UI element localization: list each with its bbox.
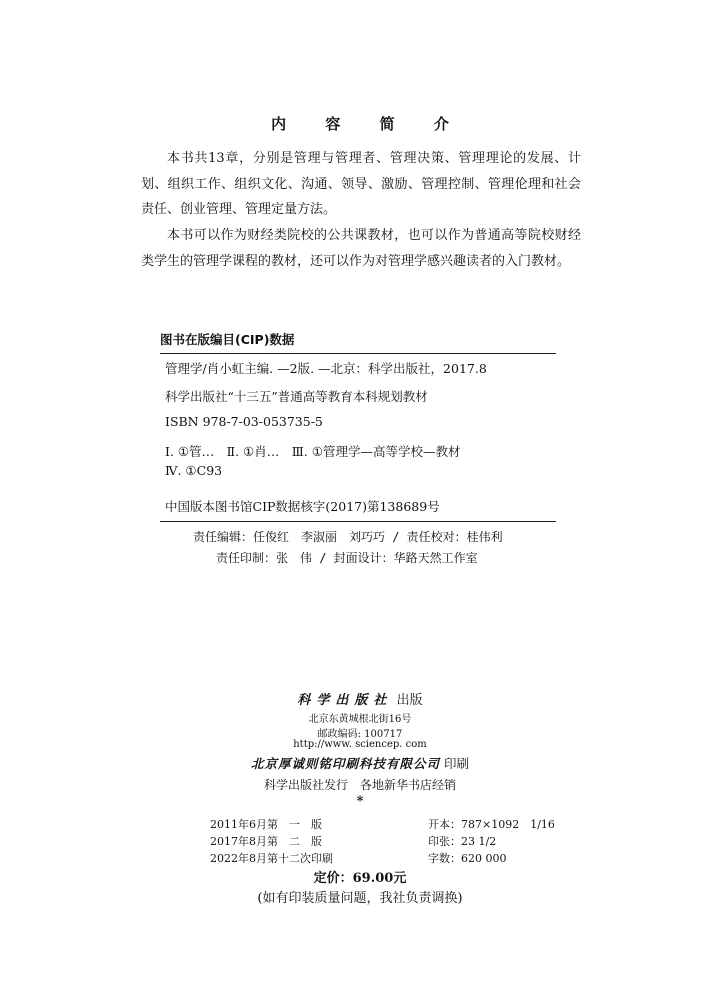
publisher-name: 科学出版社	[297, 693, 393, 708]
cip-line-1: 管理学/肖小虹主编. —2版. —北京：科学出版社，2017.8	[165, 361, 487, 376]
word-count: 字数：620 000	[428, 852, 507, 865]
printer-suffix: 印刷	[440, 756, 469, 771]
cip-line-2: 科学出版社“十三五”普通高等教育本科规划教材	[165, 389, 428, 404]
edition-printing: 2022年8月第十二次印刷	[210, 852, 333, 865]
printer-name: 北京厚诚则铭印刷科技有限公司	[251, 756, 441, 771]
price: 定价：69.00元	[313, 871, 407, 886]
cip-line-4: Ⅰ. ①管… Ⅱ. ①肖… Ⅲ. ①管理学—高等学校—教材	[165, 444, 461, 459]
publisher-url: http://www. sciencep. com	[293, 739, 427, 750]
publisher-address: 北京东黄城根北街16号	[308, 714, 412, 725]
edition-first: 2011年6月第 一 版	[210, 818, 322, 831]
production-credits: 责任印制：张 伟 / 封面设计：华路天然工作室	[216, 551, 478, 565]
edition-second: 2017年8月第 二 版	[210, 835, 322, 848]
cip-isbn: ISBN 978-7-03-053735-5	[165, 414, 323, 429]
cip-bottom-rule	[160, 521, 556, 522]
printer-line	[0, 754, 720, 772]
format-size: 开本：787×1092 1/16	[428, 818, 555, 831]
intro-paragraph-1: 本书共13章，分别是管理与管理者、管理决策、管理理论的发展、计划、组织工作、组织文化、沟通、领导、激励、管理控制、管理伦理和社会责任、创业管理、管理定量方法。	[141, 151, 581, 217]
separator-star: *	[356, 794, 364, 809]
page-title: 内 容 简 介	[271, 115, 466, 133]
quality-note: (如有印装质量问题，我社负责调换)	[257, 891, 463, 906]
editor-credits: 责任编辑：任俊红 李淑丽 刘巧巧 / 责任校对：桂伟利	[193, 530, 503, 544]
print-sheets: 印张：23 1/2	[428, 835, 497, 848]
distribution-line: 科学出版社发行 各地新华书店经销	[263, 778, 456, 792]
publisher-postcode: 邮政编码: 100717	[317, 729, 403, 740]
publisher-line	[0, 689, 720, 708]
cip-top-rule	[160, 353, 556, 354]
cip-heading: 图书在版编目(CIP)数据	[160, 332, 295, 347]
publisher-suffix: 出版	[392, 693, 423, 708]
intro-paragraph-2: 本书可以作为财经类院校的公共课教材，也可以作为普通高等院校财经类学生的管理学课程的教材，还可以作为对管理学感兴趣读者的入门教材。	[141, 228, 581, 269]
cip-line-5: Ⅳ. ①C93	[165, 463, 223, 478]
cip-line-6: 中国版本图书馆CIP数据核字(2017)第138689号	[165, 499, 440, 514]
